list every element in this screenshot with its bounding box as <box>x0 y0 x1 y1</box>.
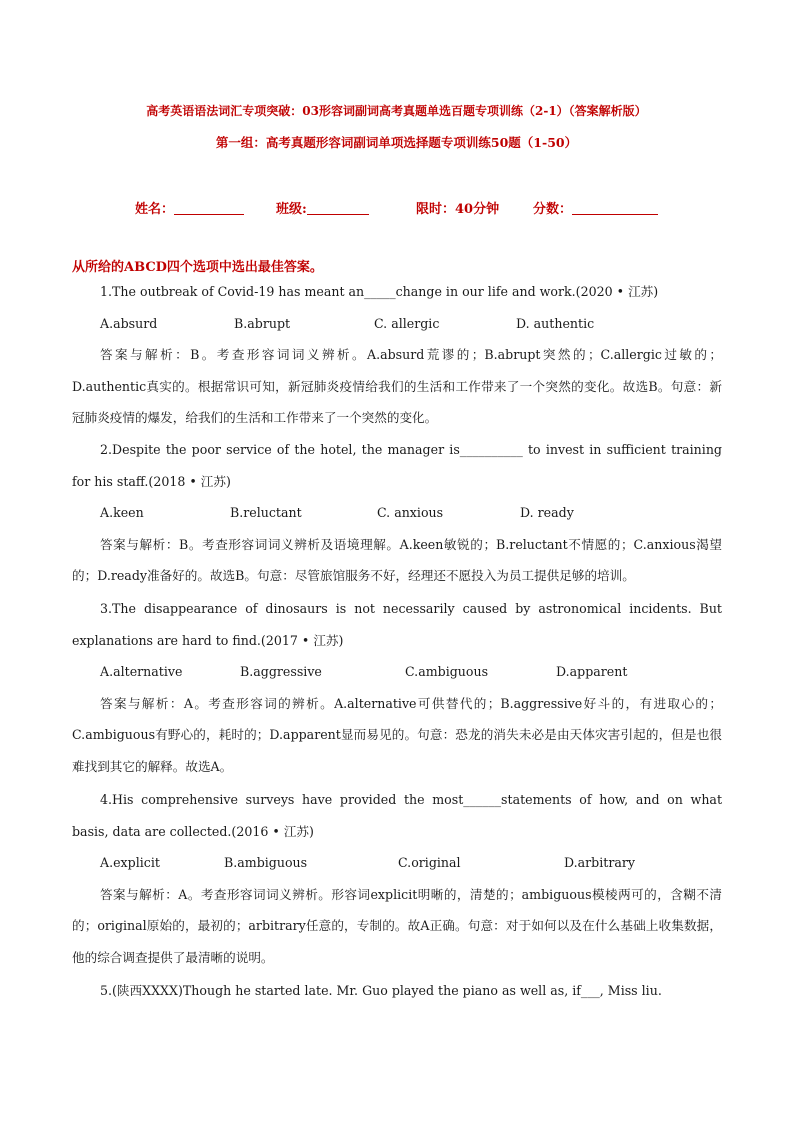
question-1 <box>72 276 722 434</box>
option-b: B.aggressive <box>240 664 322 679</box>
options-row <box>72 847 722 879</box>
option-d: D. ready <box>520 505 574 520</box>
answer-explanation: 答案与解析：B。考查形容词词义辨析。A.absurd荒谬的；B.abrupt突然的；C.allergic过敏的；D.authentic真实的。根据常识可知，新冠肺炎疫情给我们的生活和工作带来了一个突然的变化。故选B。句意：新冠肺炎疫情的爆发，给我们的生活和工作带来了一个突然的变化。 <box>72 347 722 425</box>
option-a: A.absurd <box>100 315 158 331</box>
question-2 <box>72 434 722 592</box>
instruction: 从所给的ABCD四个选项中选出最佳答案。 <box>72 260 323 275</box>
option-c: C. anxious <box>377 505 444 520</box>
student-info-row <box>0 198 793 218</box>
option-c: C.original <box>398 855 461 870</box>
answer-explanation: 答案与解析：A。考查形容词的辨析。A.alternative可供替代的；B.aggressive好斗的，有进取心的；C.ambiguous有野心的，耗时的；D.apparent显而易见的。句意：恐龙的消失未必是由天体灾害引起的，但是也很难找到其它的解释。故选A。 <box>72 695 722 774</box>
score-field[interactable] <box>533 198 658 217</box>
options-row <box>72 308 722 340</box>
options-row <box>72 656 722 688</box>
score-label: 分数： <box>533 202 573 217</box>
answer-explanation: 答案与解析：A。考查形容词词义辨析。形容词explicit明晰的，清楚的；ambiguous模棱两可的，含糊不清的；original原始的，最初的；arbitrary任意的，专制的。故A正确。句意：对于如何以及在什么基础上收集数据，他的综合调查提供了最清晰的说明。 <box>72 886 722 965</box>
option-a: A.keen <box>100 505 144 520</box>
option-d: D.apparent <box>556 664 628 679</box>
option-b: B.abrupt <box>234 315 291 331</box>
class-blank[interactable] <box>307 202 369 215</box>
option-b: B.reluctant <box>230 505 302 520</box>
question-stem: 4.His comprehensive surveys have provided the most______statements of how, and on what basis, data are collected.(2016 • 江苏) <box>72 792 722 839</box>
question-stem: 3.The disappearance of dinosaurs is not necessarily caused by astronomical incidents. But explanations are hard to find.(2017 • 江苏) <box>72 601 722 648</box>
name-blank[interactable] <box>174 202 244 215</box>
option-c: C.ambiguous <box>405 664 489 679</box>
option-d: D.arbitrary <box>564 855 635 870</box>
options-row <box>72 497 722 529</box>
answer-explanation: 答案与解析：B。考查形容词词义辨析及语境理解。A.keen敏锐的；B.reluctant不情愿的；C.anxious渴望的；D.ready准备好的。故选B。句意：尽管旅馆服务不好，经理还不愿投入为员工提供足够的培训。 <box>72 536 722 583</box>
option-d: D. authentic <box>516 315 595 331</box>
name-label: 姓名： <box>135 202 175 217</box>
question-4 <box>72 784 722 973</box>
name-field[interactable] <box>135 198 244 217</box>
option-b: B.ambiguous <box>224 855 308 870</box>
option-a: A.explicit <box>100 855 160 870</box>
question-stem: 5.(陕西XXXX)Though he started late. Mr. Guo played the piano as well as, if___, Miss liu. <box>100 983 662 998</box>
question-stem: 2.Despite the poor service of the hotel, the manager is__________ to invest in sufficient training for his staff.(2018 • 江苏) <box>72 442 722 489</box>
question-3 <box>72 593 722 782</box>
option-c: C. allergic <box>374 315 440 331</box>
score-blank[interactable] <box>572 202 658 215</box>
document-title: 高考英语语法词汇专项突破：03形容词副词高考真题单选百题专项训练（2-1）（答案解析版） <box>146 104 647 118</box>
time-limit: 限时：40分钟 <box>416 202 500 217</box>
class-field[interactable] <box>276 198 369 217</box>
question-stem: 1.The outbreak of Covid-19 has meant an_____change in our life and work.(2020 • 江苏) <box>100 284 659 299</box>
class-label: 班级: <box>276 202 307 217</box>
section-subtitle: 第一组：高考真题形容词副词单项选择题专项训练50题（1-50） <box>215 135 578 150</box>
option-a: A.alternative <box>100 664 183 679</box>
question-5 <box>72 975 722 1007</box>
